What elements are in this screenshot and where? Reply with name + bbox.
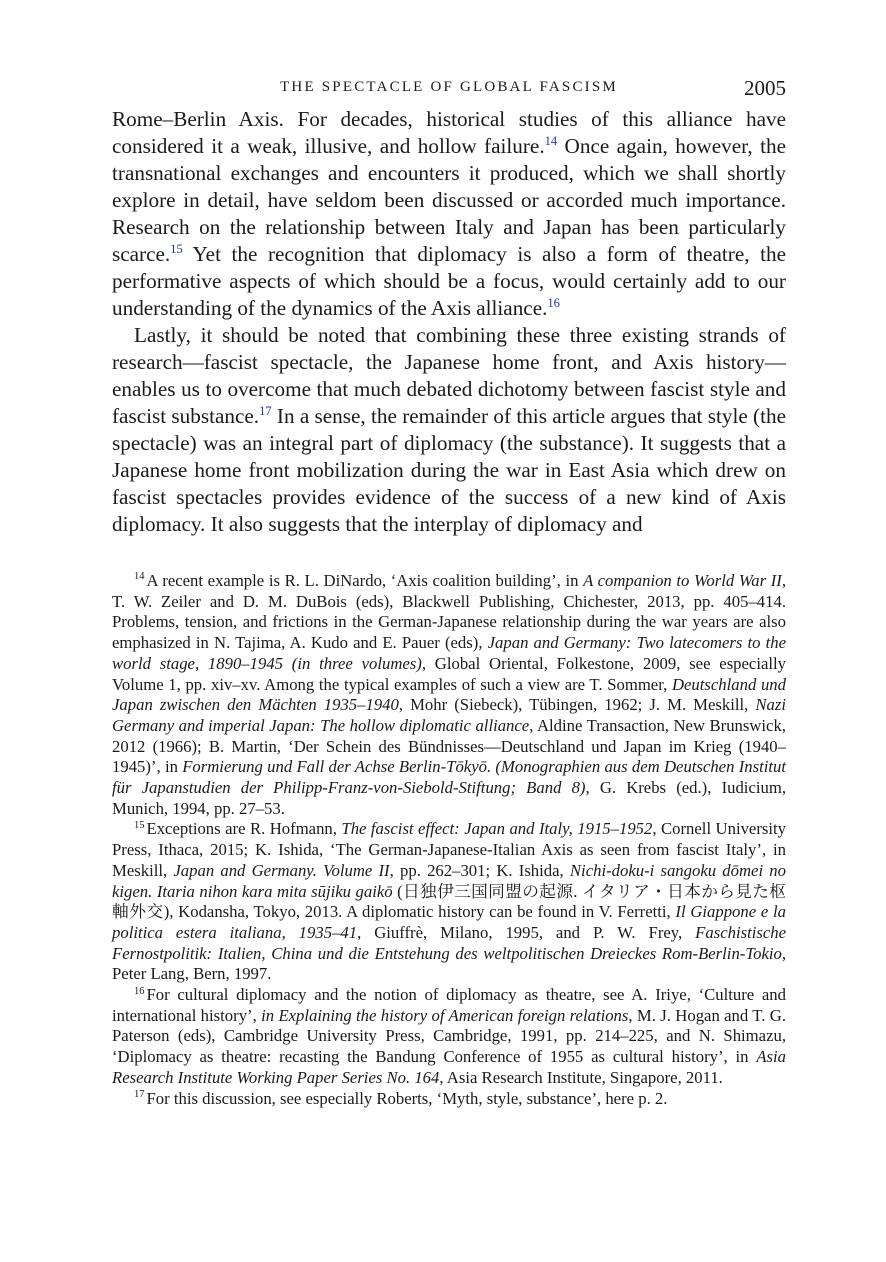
body-text-run: Lastly, it should be noted that combining these three existing strands of research—fascist spectacle, the Japanese home front, and Axis history—enables us to overcome that much debated dichotomy between fascist style and fascist substance. — [112, 323, 786, 428]
footnote-text: For this discussion, see especially Roberts, ‘Myth, style, substance’, here p. 2. — [146, 1088, 668, 1108]
footnote-text: Peter Lang, Bern, 1997. — [112, 964, 272, 984]
footnotes — [112, 571, 786, 1109]
footnote-title: Formierung und Fall der Achse Berlin-Tōkyō. (Monographien aus dem Deutschen Institut für Japanstudien der Philipp-Franz-von-Siebold-Stiftung; Band 8) — [112, 757, 786, 798]
footnote-title: Japan and Germany. Volume II — [173, 860, 390, 880]
body-text-run: Once again, however, the transnational exchanges and encounters it produced, which we shall shortly explore in detail, have seldom been discussed or accorded much importance. Research on the relationship between Italy and Japan has been particularly scarce. — [112, 134, 786, 266]
body-text-run: Yet the recognition that diplomacy is also a form of theatre, the performative aspects of which should be a focus, would certainly add to our understanding of the dynamics of the Axis alliance. — [112, 242, 786, 320]
footnote-number: 15 — [134, 819, 145, 831]
body-paragraph-2 — [112, 322, 786, 538]
footnote-title: Il Giappone e la politica estera italiana, 1935–41 — [112, 902, 786, 942]
footnote-title: The fascist effect: Japan and Italy, 1915–1952 — [341, 819, 653, 839]
footnote-text: , Global Oriental, Folkestone, 2009, see especially Volume 1, pp. xiv–xv. Among the typical examples of such a view are T. Sommer, — [112, 653, 786, 694]
footnote-text: , Cornell University Press, Ithaca, 2015; K. Ishida, ‘The German-Japanese-Italian Axis as seen from fascist Italy’, in Meskill, — [112, 819, 786, 880]
body-text-run: Rome–Berlin Axis. For decades, historical studies of this alliance have considered it a weak, illusive, and hollow failure. — [112, 107, 786, 158]
footnote-number: 16 — [134, 985, 145, 997]
footnote-number: 17 — [134, 1089, 145, 1101]
journal-page — [112, 76, 786, 1109]
footnote-15 — [112, 819, 786, 985]
footnote-text: , M. J. Hogan and T. G. Paterson (eds), Cambridge University Press, Cambridge, 1991, pp. 214–225, and N. Shimazu, ‘Diplomacy as theatre: recasting the Bandung Conference of 1955 as cultural history’, in — [112, 1005, 786, 1067]
running-title: THE SPECTACLE OF GLOBAL FASCISM — [280, 79, 618, 95]
page-number: 2005 — [744, 76, 786, 100]
footnote-text: , T. W. Zeiler and D. M. DuBois (eds), Blackwell Publishing, Chichester, 2013, pp. 405–414. Problems, tension, and frictions in the German-Japanese relationship during the war years are also emphasized in N. Tajima, A. Kudo and E. Pauer (eds), — [112, 571, 786, 653]
footnote-title: Asia Research Institute Working Paper Series No. 164 — [112, 1047, 786, 1087]
footnote-text: (日独伊三国同盟の起源. イタリア・日本から見た枢軸外交), Kodansha, Tokyo, 2013. A diplomatic history can be found in V. Ferretti, — [112, 881, 786, 922]
footnote-text: Exceptions are R. Hofmann, — [146, 819, 342, 839]
footnote-17 — [112, 1089, 786, 1110]
footnote-text: For cultural diplomacy and the notion of diplomacy as theatre, see A. Iriye, ‘Culture and international history’, — [112, 985, 786, 1025]
footnote-title: Deutschland und Japan zwischen den Mächten 1935–1940 — [112, 674, 786, 715]
footnote-ref-14[interactable]: 14 — [544, 133, 558, 148]
footnote-title: Japan and Germany: Two latecomers to the world stage, 1890–1945 (in three volumes) — [112, 633, 786, 673]
footnote-ref-15[interactable]: 15 — [170, 241, 183, 256]
footnote-title: in Explaining the history of American foreign relations — [261, 1005, 629, 1025]
footnote-16 — [112, 985, 786, 1089]
footnote-ref-16[interactable]: 16 — [547, 295, 560, 310]
footnote-ref-17[interactable]: 17 — [259, 403, 272, 418]
footnote-14 — [112, 571, 786, 819]
body-paragraph-1 — [112, 106, 786, 322]
footnote-text: A recent example is R. L. DiNardo, ‘Axis coalition building’, in — [146, 571, 584, 590]
body-text-run: In a sense, the remainder of this article argues that style (the spectacle) was an integral part of diplomacy (the substance). It suggests that a Japanese home front mobilization during the war in East Asia which drew on fascist spectacles provides evidence of the success of a new kind of Axis diplomacy. It also suggests that the interplay of diplomacy and — [112, 404, 786, 536]
footnote-title: Nichi-doku-i sangoku dōmei no kigen. Itaria nihon kara mita sūjiku gaikō — [112, 860, 786, 901]
footnote-number: 14 — [134, 571, 145, 583]
footnote-title: Faschistische Fernostpolitik: Italien, China und die Entstehung des weltpolitischen Dreieckes Rom-Berlin-Tokio, — [112, 922, 786, 963]
footnote-text: , pp. 262–301; K. Ishida, — [389, 860, 570, 880]
running-head — [112, 76, 786, 100]
footnote-text: , Mohr (Siebeck), Tübingen, 1962; J. M. Meskill, — [398, 695, 756, 715]
footnote-text: , Giuffrè, Milano, 1995, and P. W. Frey, — [357, 922, 696, 942]
footnote-text: , G. Krebs (ed.), Iudicium, Munich, 1994, pp. 27–53. — [112, 778, 786, 818]
footnote-text: , Aldine Transaction, New Brunswick, 2012 (1966); B. Martin, ‘Der Schein des Bündnisses—Deutschland und Japan im Krieg (1940–1945)’, in — [112, 715, 786, 777]
body-text — [112, 106, 786, 538]
footnote-text: , Asia Research Institute, Singapore, 2011. — [439, 1067, 723, 1087]
footnote-title: Nazi Germany and imperial Japan: The hollow diplomatic alliance — [112, 695, 786, 735]
footnote-title: A companion to World War II — [583, 571, 782, 590]
